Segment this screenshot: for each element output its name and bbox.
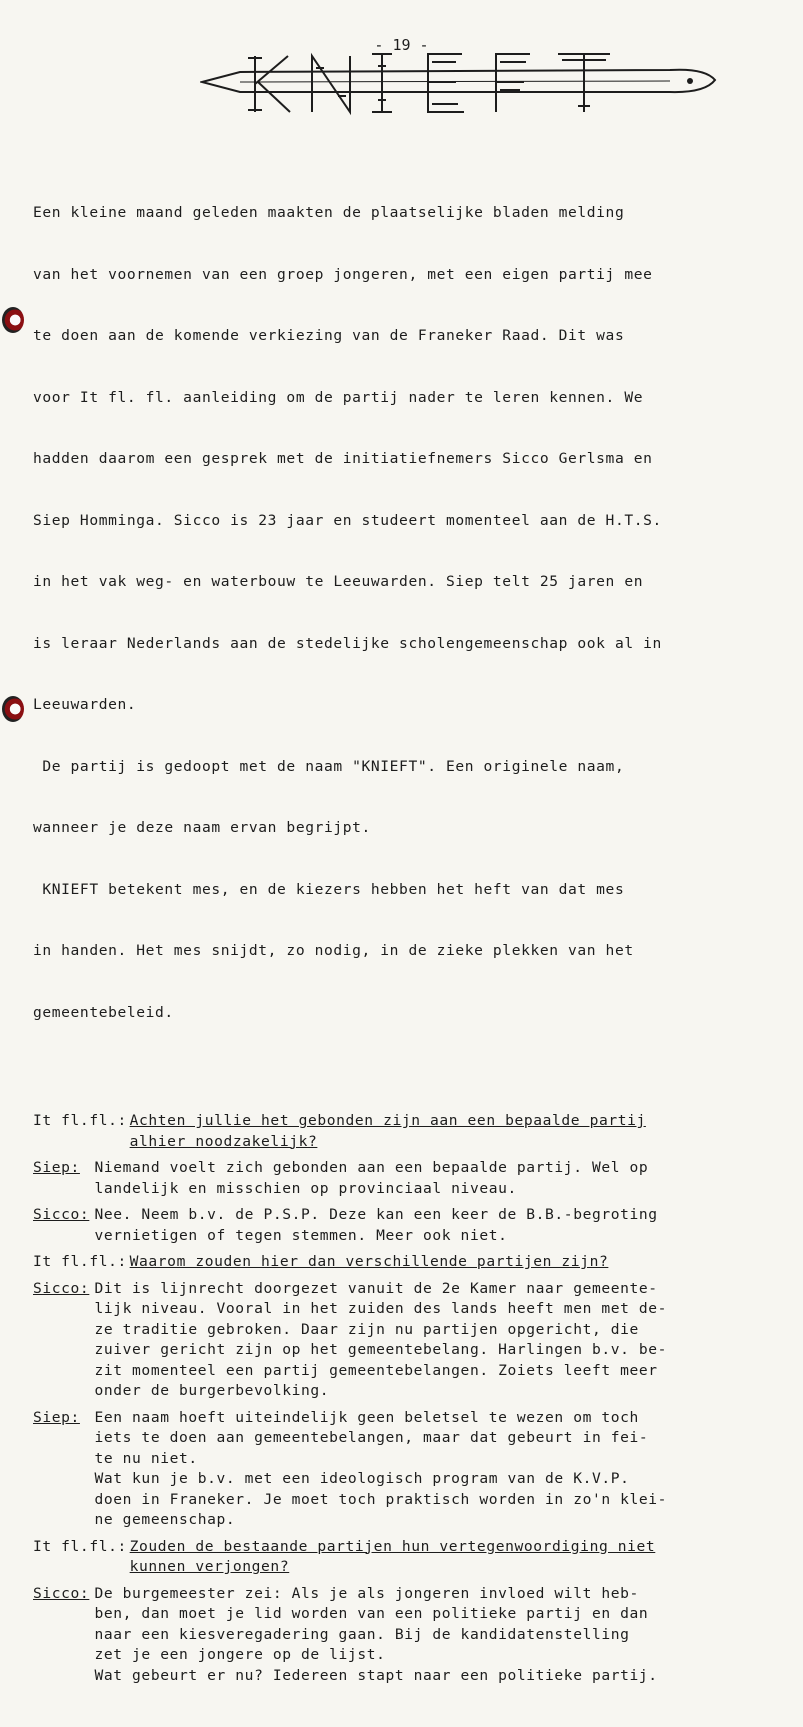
text-line bbox=[33, 1584, 783, 1605]
text-line: te doen aan de komende verkiezing van de Franeker Raad. Dit was bbox=[33, 327, 625, 344]
question-text: Achten jullie het gebonden zijn aan een bepaalde partij bbox=[129, 1112, 646, 1129]
answer-text: landelijk en misschien op provinciaal niveau. bbox=[94, 1179, 517, 1197]
answer-text: lijk niveau. Vooral in het zuiden des lands heeft men met de- bbox=[94, 1300, 668, 1317]
question-text: kunnen verjongen? bbox=[129, 1558, 290, 1575]
text-line: KNIEFT betekent mes, en de kiezers hebben het heft van dat mes bbox=[33, 880, 625, 898]
text-line bbox=[33, 1252, 783, 1273]
speaker-label bbox=[33, 1537, 130, 1558]
answer-text: naar een kiesveregadering gaan. Bij de kandidatenstelling bbox=[94, 1625, 630, 1643]
page-number: - 19 - bbox=[374, 36, 429, 54]
text-line bbox=[33, 1299, 783, 1320]
text-line bbox=[33, 1557, 783, 1578]
text-line: De partij is gedoopt met de naam "KNIEFT". Een originele naam, bbox=[33, 757, 625, 775]
answer-text: Dit is lijnrecht doorgezet vanuit de 2e Kamer naar gemeente- bbox=[94, 1279, 658, 1297]
text-line bbox=[33, 1666, 783, 1687]
text-line bbox=[33, 1158, 783, 1179]
answer-text: Niemand voelt zich gebonden aan een bepaalde partij. Wel op bbox=[94, 1159, 649, 1176]
question-text: Waarom zouden hier dan verschillende partijen zijn? bbox=[129, 1253, 609, 1270]
speaker-label bbox=[33, 1205, 95, 1226]
answer-text: zit momenteel een partij gemeentebelangen. Zoiets leeft meer bbox=[94, 1361, 658, 1379]
text-line: Siep Homminga. Sicco is 23 jaar en studeert momenteel aan de H.T.S. bbox=[33, 511, 662, 529]
speaker-label bbox=[33, 1252, 130, 1273]
text-line bbox=[33, 1645, 783, 1666]
punch-hole-top bbox=[2, 307, 24, 333]
answer-text: Nee. Neem b.v. de P.S.P. Deze kan een keer de B.B.-begroting bbox=[94, 1206, 658, 1223]
text-line: Leeuwarden. bbox=[33, 696, 137, 713]
answer-text: zuiver gericht zijn op het gemeentebelang. Harlingen b.v. be- bbox=[94, 1341, 668, 1358]
article-body bbox=[33, 121, 783, 1727]
speaker-label bbox=[33, 1158, 95, 1179]
interview-answer bbox=[33, 1584, 783, 1687]
interview-answer bbox=[33, 1158, 783, 1199]
answer-text: ze traditie gebroken. Daar zijn nu partijen opgericht, die bbox=[94, 1320, 639, 1338]
punch-hole-bottom bbox=[2, 696, 24, 722]
text-line: wanneer je deze naam ervan begrijpt. bbox=[33, 819, 371, 836]
interview-question bbox=[33, 1111, 783, 1152]
answer-text: te nu niet. bbox=[94, 1449, 198, 1467]
speaker-label bbox=[33, 1111, 130, 1132]
speaker-name: Sicco: bbox=[33, 1279, 90, 1297]
text-line: gemeentebeleid. bbox=[33, 1003, 174, 1021]
text-line bbox=[33, 1226, 783, 1247]
text-line bbox=[33, 1132, 783, 1153]
speaker-name: Sicco: bbox=[33, 1206, 90, 1223]
interview-answer bbox=[33, 1408, 783, 1531]
answer-text: Wat gebeurt er nu? Iedereen stapt naar een politieke partij. bbox=[94, 1666, 658, 1684]
text-line bbox=[33, 1625, 783, 1646]
speaker-name: Siep: bbox=[33, 1159, 80, 1176]
text-line bbox=[33, 1361, 783, 1382]
answer-text: ne gemeenschap. bbox=[94, 1511, 236, 1528]
text-line bbox=[33, 1510, 783, 1531]
speaker-name: It fl.fl.: bbox=[33, 1537, 127, 1555]
answer-text: Wat kun je b.v. met een ideologisch program van de K.V.P. bbox=[94, 1470, 630, 1487]
answer-text: iets te doen aan gemeentebelangen, maar dat gebeurt in fei- bbox=[94, 1429, 649, 1446]
text-line: Een kleine maand geleden maakten de plaatselijke bladen melding bbox=[33, 204, 625, 221]
answer-text: vernietigen of tegen stemmen. Meer ook niet. bbox=[94, 1226, 508, 1244]
text-line bbox=[33, 1490, 783, 1511]
answer-text: zet je een jongere op de lijst. bbox=[94, 1646, 386, 1663]
text-line: hadden daarom een gesprek met de initiatiefnemers Sicco Gerlsma en bbox=[33, 450, 653, 467]
text-line: van het voornemen van een groep jongeren, met een eigen partij mee bbox=[33, 265, 653, 283]
text-line bbox=[33, 1381, 783, 1402]
interview-question bbox=[33, 1252, 783, 1273]
text-line bbox=[33, 1469, 783, 1490]
text-line bbox=[33, 1179, 783, 1200]
intro-paragraph bbox=[33, 162, 783, 1064]
question-text: alhier noodzakelijk? bbox=[129, 1132, 318, 1150]
interview-answer bbox=[33, 1205, 783, 1246]
answer-text: onder de burgerbevolking. bbox=[94, 1382, 330, 1399]
text-line: is leraar Nederlands aan de stedelijke scholengemeenschap ook al in bbox=[33, 634, 662, 652]
speaker-name: It fl.fl.: bbox=[33, 1112, 127, 1129]
answer-text: Een naam hoeft uiteindelijk geen beletsel te wezen om toch bbox=[94, 1408, 639, 1426]
text-line bbox=[33, 1320, 783, 1341]
knieft-knife-logo bbox=[200, 46, 720, 118]
answer-text: ben, dan moet je lid worden van een politieke partij en dan bbox=[94, 1605, 649, 1622]
speaker-name: Siep: bbox=[33, 1408, 80, 1426]
text-line: in handen. Het mes snijdt, zo nodig, in de zieke plekken van het bbox=[33, 942, 634, 959]
text-line bbox=[33, 1111, 783, 1132]
text-line bbox=[33, 1408, 783, 1429]
text-line bbox=[33, 1340, 783, 1361]
speaker-label bbox=[33, 1584, 95, 1605]
text-line bbox=[33, 1604, 783, 1625]
interview-answer bbox=[33, 1279, 783, 1402]
speaker-name: Sicco: bbox=[33, 1584, 90, 1602]
text-line: voor It fl. fl. aanleiding om de partij nader te leren kennen. We bbox=[33, 388, 644, 406]
text-line bbox=[33, 1428, 783, 1449]
text-line bbox=[33, 1279, 783, 1300]
speaker-label bbox=[33, 1279, 95, 1300]
text-line bbox=[33, 1449, 783, 1470]
answer-text: doen in Franeker. Je moet toch praktisch worden in zo'n klei- bbox=[94, 1490, 668, 1508]
speaker-label bbox=[33, 1408, 95, 1429]
answer-text: De burgemeester zei: Als je als jongeren invloed wilt heb- bbox=[94, 1584, 639, 1602]
text-line bbox=[33, 1205, 783, 1226]
question-text: Zouden de bestaande partijen hun vertegenwoordiging niet bbox=[129, 1537, 656, 1555]
interview-question bbox=[33, 1537, 783, 1578]
text-line bbox=[33, 1537, 783, 1558]
interview bbox=[33, 1105, 783, 1686]
text-line: in het vak weg- en waterbouw te Leeuwarden. Siep telt 25 jaren en bbox=[33, 573, 644, 590]
speaker-name: It fl.fl.: bbox=[33, 1253, 127, 1270]
